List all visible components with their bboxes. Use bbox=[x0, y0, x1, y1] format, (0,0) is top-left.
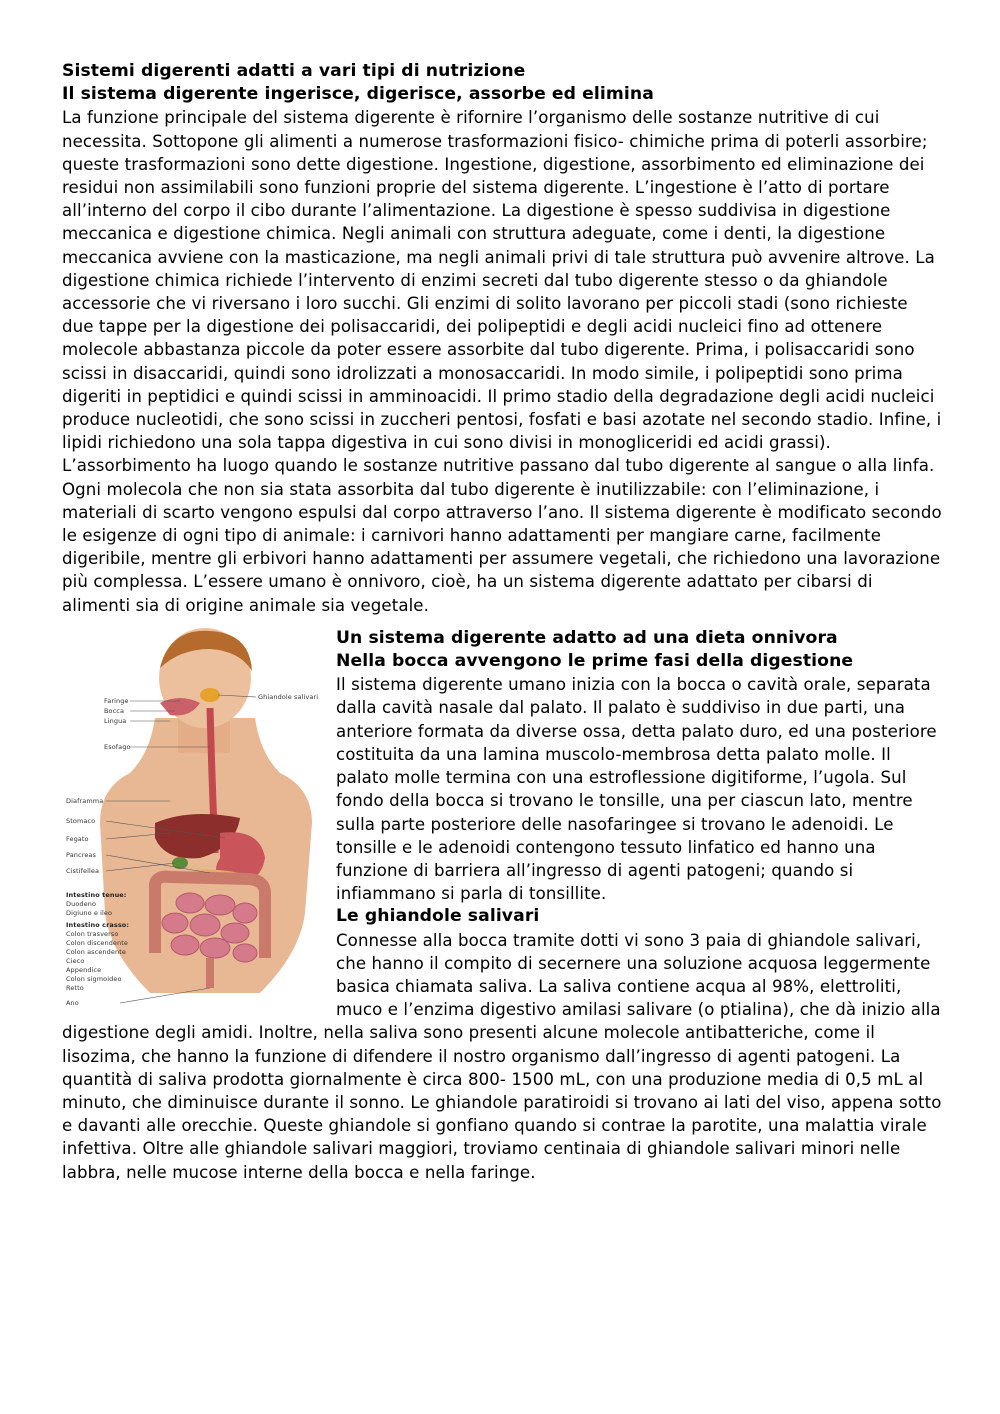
label-colon-ascendente: Colon ascendente bbox=[66, 947, 126, 956]
label-pancreas: Pancreas bbox=[66, 850, 97, 859]
label-colon-trasverso: Colon trasverso bbox=[66, 929, 119, 938]
label-fegato: Fegato bbox=[66, 834, 89, 843]
label-lingua: Lingua bbox=[104, 716, 127, 725]
label-ano: Ano bbox=[66, 998, 79, 1007]
salivary-heading: Le ghiandole salivari bbox=[336, 906, 540, 927]
document-page bbox=[62, 60, 942, 1184]
mouth-paragraph: Il sistema digerente umano inizia con la bocca o cavità orale, separata dalla cavità nasale dal palato. Il palato è suddiviso in due parti, una anteriore formata da diverse ossa, detta palato duro, ed una posteriore costituita da una lamina muscolo-membrosa detta palato molle. Il palato molle termina con una estroflessione digitiforme, l’ugola. Sul fondo della bocca si trovano le tonsille, una per ciascun lato, mentre sulla parte posteriore delle nasofaringee si trovano le adenoidi. Le tonsille e le adenoidi contengono tessuto linfatico ed hanno una funzione di barriera all’ingresso di agenti patogeni; quando si infiammano si parla di tonsillite. bbox=[336, 675, 937, 904]
label-bocca: Bocca bbox=[104, 706, 125, 715]
salivary-paragraph: Connesse alla bocca tramite dotti vi sono 3 paia di ghiandole salivari, che hanno il compito di secernere una soluzione acquosa leggermente basica chiamata saliva. La saliva contiene acqua al 98%, elettroliti, muco e l’enzima digestivo amilasi salivare (o ptialina), che dà inizio alla digestione degli amidi. Inoltre, nella saliva sono presenti alcune molecole antibatteriche, come il lisozima, che hanno la funzione di difendere il nostro organismo dall’ingresso di agenti patogeni. La quantità di saliva prodotta giornalmente è circa 800- 1500 mL, con una produzione media di 0,5 mL al minuto, che diminuisce durante il sonno. Le ghiandole paratiroidi si trovano ai lati del viso, appena sotto e davanti alle orecchie. Queste ghiandole si gonfiano quando si contrae la parotite, una malattia virale infettiva. Oltre alle ghiandole salivari maggiori, troviamo centinaia di ghiandole salivari minori nelle labbra, nelle mucose interne della bocca e nella faringe. bbox=[62, 930, 942, 1182]
label-appendice: Appendice bbox=[66, 965, 102, 974]
intro-paragraph: La funzione principale del sistema digerente è rifornire l’organismo delle sostanze nutritive di cui necessita. Sottopone gli alimenti a numerose trasformazioni fisico- chimiche prima di poterli assorbire; queste trasformazioni sono dette digestione. Ingestione, digestione, assorbimento ed eliminazione dei residui non assimilabili sono funzioni proprie del sistema digerente. L’ingestione è l’atto di portare all’interno del corpo il cibo durante l’alimentazione. La digestione è spesso suddivisa in digestione meccanica e digestione chimica. Negli animali con struttura adeguate, come i denti, la digestione meccanica avviene con la masticazione, ma negli animali privi di tale struttura può avvenire altrove. La digestione chimica richiede l’intervento di enzimi secreti dal tubo digerente stesso o da ghiandole accessorie che vi riversano i loro succhi. Gli enzimi di solito lavorano per piccoli stadi (sono richieste due tappe per la digestione dei polisaccaridi, dei polipeptidi e degli acidi nucleici fino ad ottenere molecole abbastanza piccole da poter essere assorbite dal tubo digerente. Prima, i polisaccaridi sono scissi in disaccaridi, quindi sono idrolizzati a monosaccaridi. In modo simile, i polipeptidi sono prima digeriti in peptidici e quindi scissi in amminoacidi. Il primo stadio della degradazione degli acidi nucleici produce nucleotidi, che sono scissi in zuccheri pentosi, fosfati e basi azotate nel secondo stadio. Infine, i lipidi richiedono una sola tappa digestiva in cui sono divisi in monogliceridi ed acidi grassi). L’assorbimento ha luogo quando le sostanze nutritive passano dal tubo digerente al sangue o alla linfa. Ogni molecola che non sia stata assorbita dal tubo digerente è inutilizzabile: con l’eliminazione, i materiali di scarto vengono espulsi dal corpo attraverso l’ano. Il sistema digerente è modificato secondo le esigenze di ogni tipo di animale: i carnivori hanno adattamenti per mangiare carne, facilmente digeribile, mentre gli erbivori hanno adattamenti per assumere vegetali, che richiedono una lavorazione più complessa. L’essere umano è onnivoro, cioè, ha un sistema digerente adattato per cibarsi di alimenti sia di origine animale sia vegetale. bbox=[62, 108, 942, 615]
label-ghiandole-salivari: Ghiandole salivari bbox=[258, 692, 319, 701]
title-heading: Sistemi digerenti adatti a vari tipi di nutrizione bbox=[62, 61, 526, 81]
section-heading: Il sistema digerente ingerisce, digerisce, assorbe ed elimina bbox=[62, 84, 654, 105]
label-intestino-tenue: Intestino tenue: bbox=[66, 890, 127, 899]
label-faringe: Faringe bbox=[104, 696, 129, 705]
label-cistifellea: Cistifellea bbox=[66, 866, 100, 875]
label-diaframma: Diaframma bbox=[66, 796, 104, 805]
digestive-system-illustration bbox=[60, 623, 322, 1011]
label-duodeno: Duodeno bbox=[66, 899, 97, 908]
label-digiuno-ileo: Digiuno e ileo bbox=[66, 908, 113, 917]
label-colon-discendente: Colon discendente bbox=[66, 938, 128, 947]
label-esofago: Esofago bbox=[104, 742, 131, 751]
label-stomaco: Stomaco bbox=[66, 816, 96, 825]
omnivore-heading: Un sistema digerente adatto ad una dieta onnivora bbox=[336, 627, 838, 648]
label-intestino-crasso: Intestino crasso: bbox=[66, 920, 130, 929]
label-colon-sigmoideo: Colon sigmoideo bbox=[66, 974, 122, 983]
label-cieco: Cieco bbox=[66, 956, 85, 965]
label-retto: Retto bbox=[66, 983, 84, 992]
mouth-heading: Nella bocca avvengono le prime fasi della digestione bbox=[336, 651, 854, 672]
